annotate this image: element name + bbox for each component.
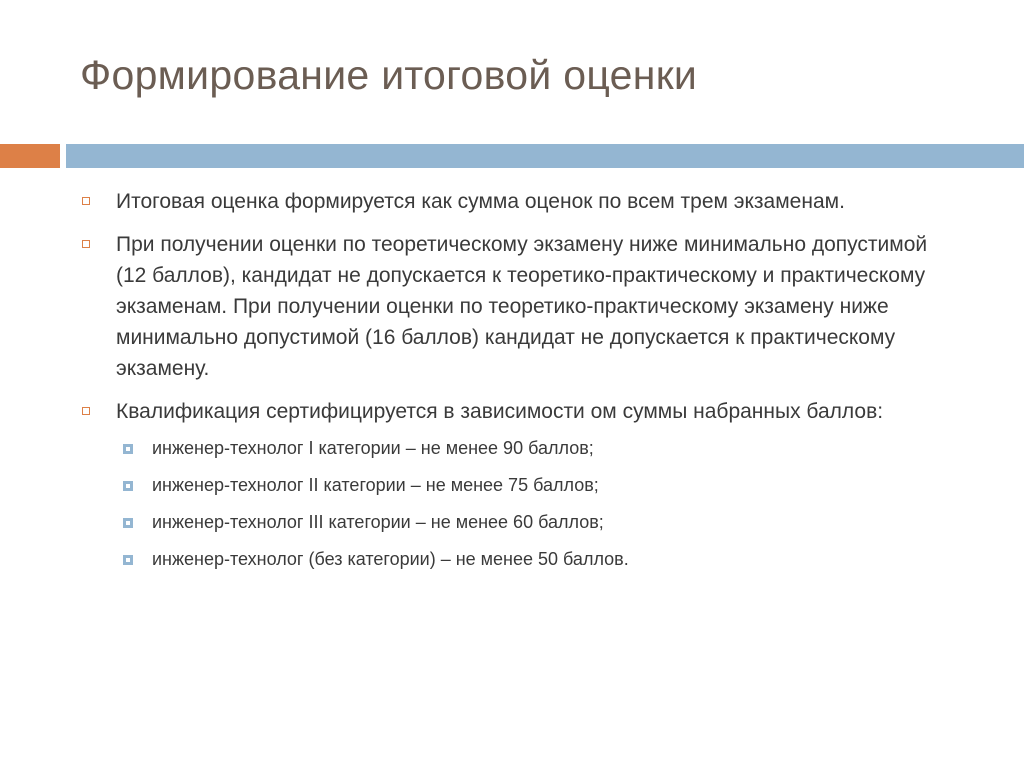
sub-bullet-text: инженер-технолог III категории – не менее 60 баллов; — [152, 512, 604, 532]
bullet-item — [80, 186, 960, 217]
bullet-text: Итоговая оценка формируется как сумма оценок по всем трем экзаменам. — [116, 190, 845, 213]
bullet-list — [80, 186, 960, 585]
square-bullet-icon — [82, 407, 90, 415]
accent-bar-orange — [0, 144, 60, 168]
sub-bullet-item — [116, 509, 960, 536]
filled-square-bullet-icon — [123, 518, 133, 528]
sub-bullet-text: инженер-технолог I категории – не менее 90 баллов; — [152, 438, 594, 458]
square-bullet-icon — [82, 197, 90, 205]
accent-bar-blue — [66, 144, 1024, 168]
bullet-item — [80, 229, 960, 384]
sub-bullet-item — [116, 472, 960, 499]
bullet-text: При получении оценки по теоретическому экзамену ниже минимально допустимой (12 баллов), кандидат не допускается к теоретико-практическому и практическому экзаменам. При получении оценки по теоретико-практическому экзамену ниже минимально допустимой (16 баллов) кандидат не допускается к практическому экзамену. — [116, 233, 928, 380]
filled-square-bullet-icon — [123, 555, 133, 565]
sub-bullet-item — [116, 435, 960, 462]
filled-square-bullet-icon — [123, 481, 133, 491]
bullet-item — [80, 396, 960, 573]
square-bullet-icon — [82, 240, 90, 248]
bullet-text: Квалификация сертифицируется в зависимости ом суммы набранных баллов: — [116, 400, 884, 423]
sub-bullet-list — [116, 435, 960, 573]
slide-title: Формирование итоговой оценки — [80, 52, 698, 98]
sub-bullet-text: инженер-технолог II категории – не менее 75 баллов; — [152, 475, 599, 495]
filled-square-bullet-icon — [123, 444, 133, 454]
sub-bullet-text: инженер-технолог (без категории) – не менее 50 баллов. — [152, 549, 629, 569]
sub-bullet-item — [116, 546, 960, 573]
